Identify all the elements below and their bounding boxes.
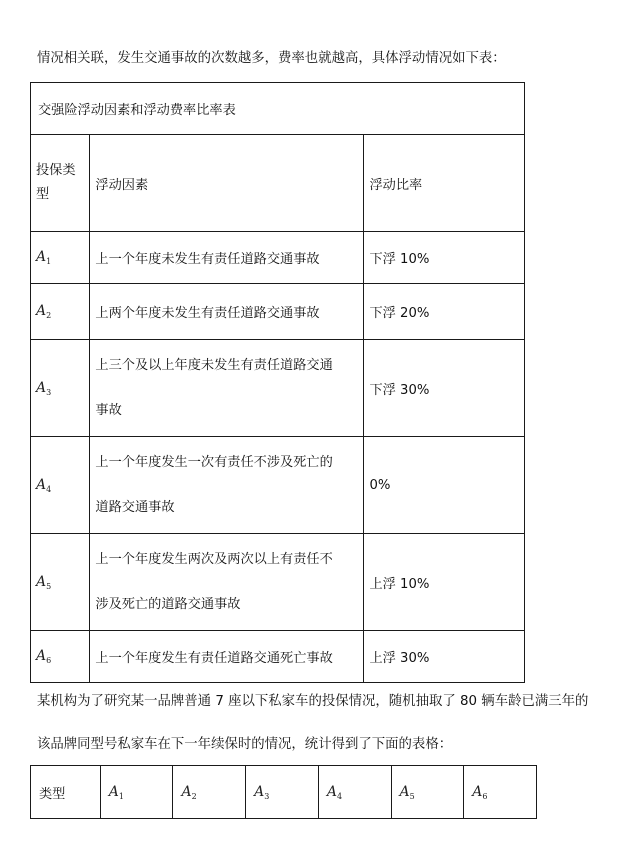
header-factor: 浮动因素 xyxy=(90,135,364,232)
insurance-floating-rate-table xyxy=(30,82,525,683)
table-row xyxy=(31,437,525,534)
row-factor-line: 上一个年度发生两次及两次以上有责任不 xyxy=(95,552,333,567)
row-type xyxy=(31,284,90,340)
row-factor-line: 道路交通事故 xyxy=(95,500,175,515)
row-type xyxy=(31,340,90,437)
type-symbol: $A_3$ xyxy=(36,379,52,397)
survey-paragraph-line1: 某机构为了研究某一品牌普通 7 座以下私家车的投保情况，随机抽取了 80 辆车龄已满三年的 xyxy=(37,694,589,709)
table-header-row xyxy=(31,135,525,232)
row-ratio: 0% xyxy=(364,437,525,534)
header-type-line2: 型 xyxy=(36,187,50,202)
row-ratio: 上浮 30% xyxy=(364,631,525,683)
row-ratio: 下浮 20% xyxy=(364,284,525,340)
table-row xyxy=(31,631,525,683)
header-type-line1: 投保类 xyxy=(36,163,76,178)
row-type xyxy=(31,631,90,683)
row-factor-line: 涉及死亡的道路交通事故 xyxy=(95,597,241,612)
row-factor xyxy=(90,340,364,437)
table-row xyxy=(31,284,525,340)
survey-paragraph-line2: 该品牌同型号私家车在下一年续保时的情况，统计得到了下面的表格： xyxy=(37,737,453,752)
row-factor xyxy=(90,437,364,534)
table-row xyxy=(31,340,525,437)
row-factor-line: 事故 xyxy=(95,403,122,418)
row-type xyxy=(31,534,90,631)
row-ratio: 下浮 30% xyxy=(364,340,525,437)
header-ratio: 浮动比率 xyxy=(364,135,525,232)
row-factor: 上一个年度发生有责任道路交通死亡事故 xyxy=(90,631,364,683)
type-cell: $A_5$ xyxy=(391,766,464,819)
type-cell: $A_4$ xyxy=(318,766,391,819)
row-ratio: 下浮 10% xyxy=(364,232,525,284)
type-label-cell: 类型 xyxy=(31,766,101,819)
header-type xyxy=(31,135,90,232)
type-symbol: $A_6$ xyxy=(36,648,52,665)
type-cell: $A_1$ xyxy=(100,766,173,819)
table-row xyxy=(31,232,525,284)
row-ratio: 上浮 10% xyxy=(364,534,525,631)
table-title-row xyxy=(31,83,525,135)
type-symbol: $A_4$ xyxy=(36,476,52,494)
type-symbol: $A_1$ xyxy=(36,249,52,266)
row-type xyxy=(31,437,90,534)
row-factor xyxy=(90,534,364,631)
type-symbol: $A_2$ xyxy=(36,303,52,320)
intro-paragraph: 情况相关联，发生交通事故的次数越多，费率也就越高，具体浮动情况如下表： xyxy=(37,51,506,66)
type-cell: $A_2$ xyxy=(173,766,246,819)
type-cell: $A_3$ xyxy=(246,766,319,819)
table-row xyxy=(31,534,525,631)
survey-type-table xyxy=(30,765,537,819)
row-factor: 上一个年度未发生有责任道路交通事故 xyxy=(90,232,364,284)
row-factor-line: 上一个年度发生一次有责任不涉及死亡的 xyxy=(95,455,333,470)
row-type xyxy=(31,232,90,284)
row-factor-line: 上三个及以上年度未发生有责任道路交通 xyxy=(95,358,333,373)
table-title: 交强险浮动因素和浮动费率比率表 xyxy=(31,83,525,135)
row-factor: 上两个年度未发生有责任道路交通事故 xyxy=(90,284,364,340)
type-symbol: $A_5$ xyxy=(36,573,52,591)
type-cell: $A_6$ xyxy=(464,766,537,819)
type-header-row xyxy=(31,766,537,819)
